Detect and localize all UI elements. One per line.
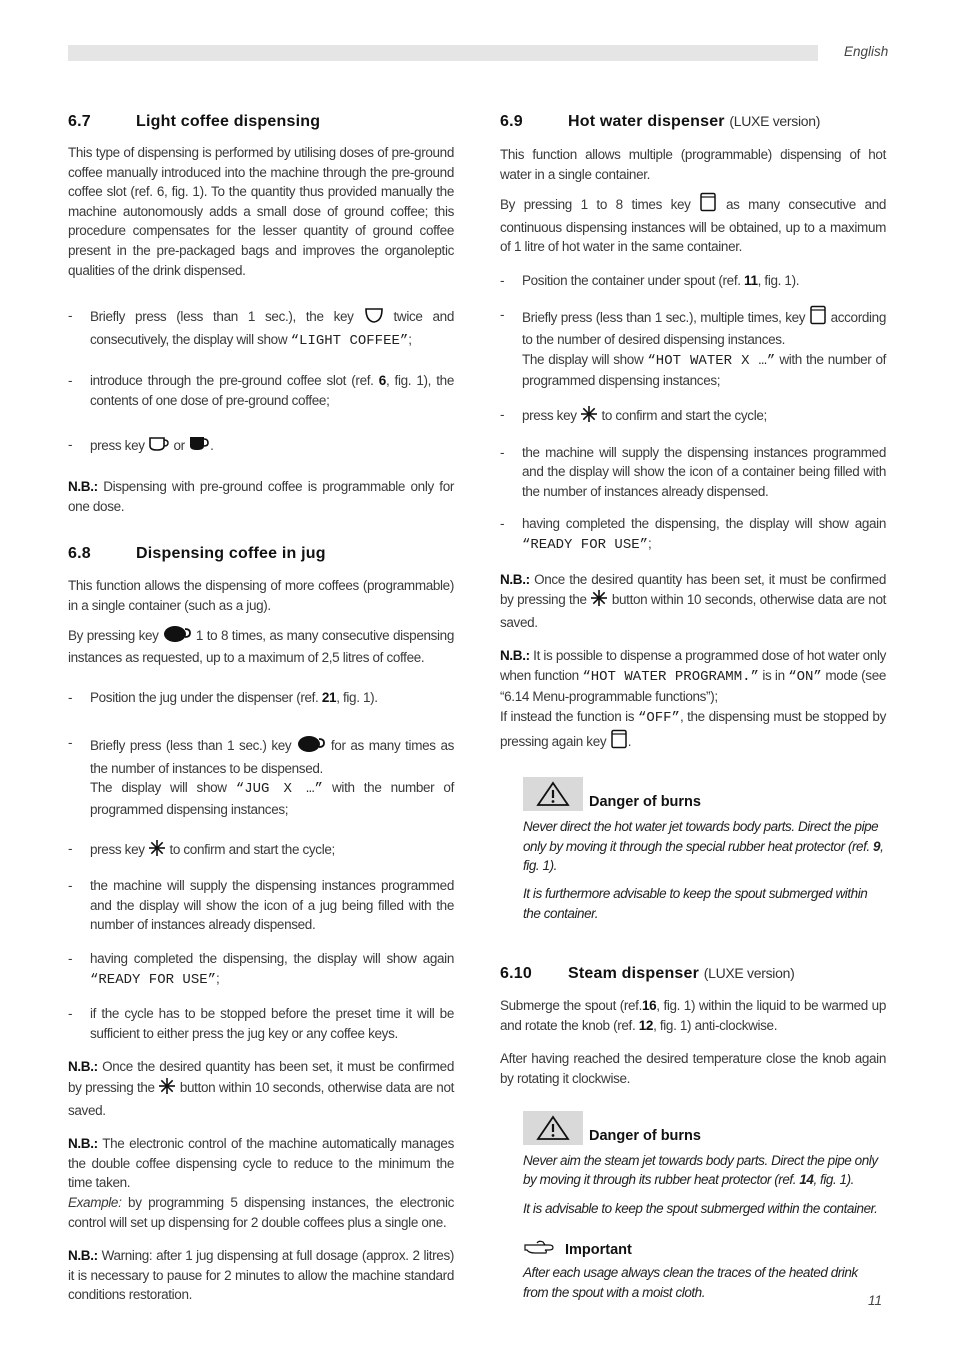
cup-outline-icon	[364, 306, 384, 330]
right-column	[500, 111, 886, 1303]
confirm-star-icon	[158, 1077, 176, 1101]
header-bar	[68, 45, 818, 61]
note: N.B.: The electronic control of the machine automatically manages the double coffee dispensing cycle to reduce to the minimum the time taken. Example: by programming 5 dispensing instances, the electronic control will set up dispensing for 2 double coffees plus a single one.	[68, 1136, 454, 1230]
paragraph: This type of dispensing is performed by utilising doses of pre-ground coffee manually introduced into the machine through the pre-ground coffee slot (ref. 6, fig. 1). To the quantity thus provided manually the machine autonomously adds a small dose of ground coffee; this procedure compensates for the lesser quantity of ground coffee present in the pre-packaged bags and improves the organoleptic qualities of the drink dispensed.	[68, 145, 454, 278]
list-item: - press key to confirm and start the cycle;	[500, 405, 886, 429]
pointing-hand-icon	[523, 1239, 561, 1260]
section-heading-6-9: 6.9 Hot water dispenser (LUXE version)	[500, 113, 821, 130]
list-item: - Position the jug under the dispenser (ref. 21, fig. 1).	[68, 689, 378, 705]
warning-text: Never aim the steam jet towards body parts. Direct the pipe only by moving it through its rubber heat protector (ref. 14, fig. 1).	[523, 1152, 878, 1188]
warning-title: Danger of burns	[589, 1127, 701, 1144]
jug-icon	[296, 733, 326, 759]
list-item: - the machine will supply the dispensing instances programmed and the display will show the icon of a container being filled with the number of instances already dispensed.	[500, 444, 886, 499]
note: N.B.: Dispensing with pre-ground coffee is programmable only for one dose.	[68, 479, 454, 514]
note: N.B.: It is possible to dispense a programmed dose of hot water only when function “HOT WATER PROGRAMM.” is in “ON” mode (see “6.14 Menu-programmable functions”); If instead the function is “OFF”, the dispensing must be stopped by pressing again key .	[500, 646, 886, 754]
important-note	[523, 1239, 886, 1260]
paragraph: By pressing key 1 to 8 times, as many consecutive dispensing instances as requested, up to a maximum of 2,5 litres of coffee.	[68, 623, 454, 668]
warning-title: Danger of burns	[589, 794, 701, 811]
small-cup-icon	[148, 435, 170, 459]
hot-water-container-icon	[610, 729, 628, 755]
important-text: After each usage always clean the traces of the heated drink from the spout with a moist cloth.	[523, 1265, 858, 1300]
list-item: - press key or .	[68, 435, 454, 459]
note: N.B.: Warning: after 1 jug dispensing at full dosage (approx. 2 litres) it is necessary to pause for 2 minutes to allow the machine standard conditions restoration.	[68, 1248, 454, 1303]
confirm-star-icon	[590, 589, 608, 613]
warning-text: It is advisable to keep the spout submerged within the container.	[523, 1200, 878, 1216]
hot-water-container-icon	[809, 305, 827, 331]
paragraph: Submerge the spout (ref.16, fig. 1) within the liquid to be warmed up and rotate the knob (ref. 12, fig. 1) anti-clockwise.	[500, 998, 886, 1033]
paragraph: This function allows the dispensing of more coffees (programmable) in a single container (such as a jug).	[68, 578, 454, 613]
list-item: - Briefly press (less than 1 sec.), multiple times, key according to the number of desired dispensing instances. The display will show “HOT WATER X …” with the number of programmed dispensing instances;	[500, 306, 887, 389]
paragraph: After having reached the desired temperature close the knob again by rotating it clockwise.	[500, 1051, 886, 1086]
warning-box	[500, 777, 886, 923]
confirm-star-icon	[580, 405, 598, 429]
left-column	[68, 112, 454, 1305]
list-item: - Briefly press (less than 1 sec.), the key twice and consecutively, the display will show “LIGHT COFFEE”;	[68, 308, 454, 349]
list-item: - if the cycle has to be stopped before the preset time it will be sufficient to either press the jug key or any coffee keys.	[68, 1006, 454, 1041]
list-item: - the machine will supply the dispensing instances programmed and the display will show the icon of a jug being filled with the number of instances already dispensed.	[68, 878, 454, 933]
list-item: - Position the container under spout (ref. 11, fig. 1).	[500, 272, 800, 288]
warning-text: It is furthermore advisable to keep the spout submerged within the container.	[523, 886, 868, 921]
warning-icon	[523, 1111, 583, 1145]
list-item: - having completed the dispensing, the display will show again “READY FOR USE”;	[68, 951, 454, 988]
warning-icon	[523, 777, 583, 811]
jug-icon	[162, 623, 192, 649]
section-heading-6-10: 6.10 Steam dispenser (LUXE version)	[500, 965, 795, 983]
note: N.B.: Once the desired quantity has been set, it must be confirmed by pressing the button within 10 seconds, otherwise data are not saved.	[500, 571, 887, 630]
confirm-star-icon	[148, 839, 166, 863]
hot-water-container-icon	[699, 192, 717, 218]
list-item: - Briefly press (less than 1 sec.) key for as many times as the number of instances to be dispensed. The display will show “JUG X …” with the number of programmed dispensing instances;	[68, 735, 454, 818]
list-item: - introduce through the pre-ground coffee slot (ref. 6, fig. 1), the contents of one dose of pre-ground coffee;	[68, 373, 454, 408]
warning-box	[500, 1111, 886, 1303]
language-label: English	[844, 44, 889, 59]
paragraph: By pressing 1 to 8 times key as many consecutive and continuous dispensing instances will be obtained, up to a maximum of 1 litre of hot water in the same container.	[500, 192, 886, 257]
note: N.B.: Once the desired quantity has been set, it must be confirmed by pressing the button within 10 seconds, otherwise data are not saved.	[68, 1059, 455, 1118]
list-item: - press key to confirm and start the cycle;	[68, 839, 454, 863]
paragraph: This function allows multiple (programmable) dispensing of hot water in a single container.	[500, 147, 886, 182]
large-cup-icon	[188, 435, 210, 459]
list-item: - having completed the dispensing, the display will show again “READY FOR USE”;	[500, 516, 886, 553]
section-heading-6-7: 6.7 Light coffee dispensing	[68, 113, 321, 130]
section-heading-6-8: 6.8 Dispensing coffee in jug	[68, 545, 326, 563]
important-title: Important	[565, 1241, 632, 1258]
warning-text: Never direct the hot water jet towards body parts. Direct the pipe only by moving it through the special rubber heat protector (ref. 9, fig. 1).	[523, 819, 884, 874]
page-number: 11	[868, 1293, 883, 1308]
